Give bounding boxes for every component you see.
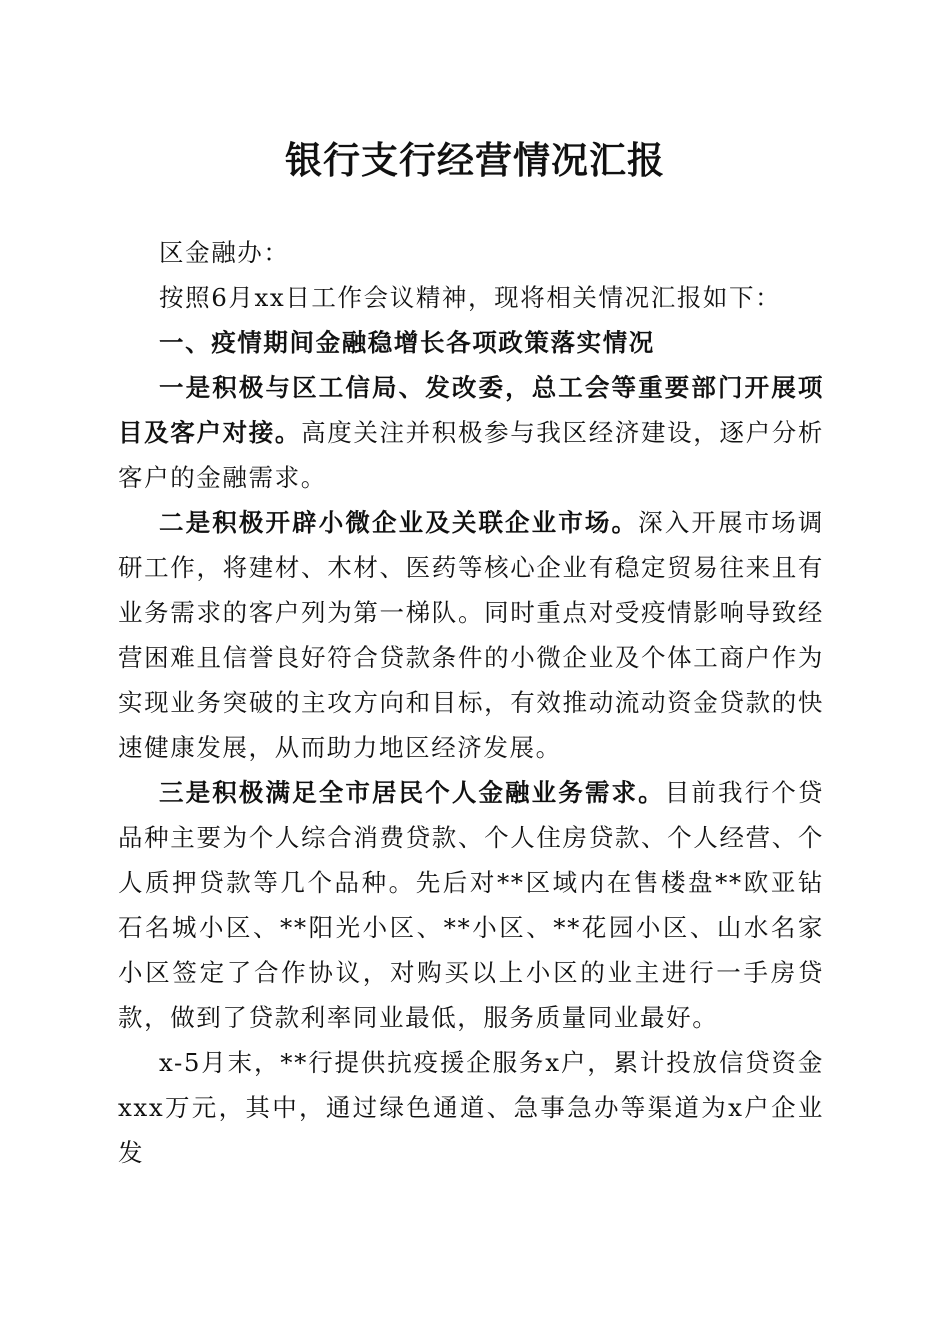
paragraph-2 [118, 500, 824, 770]
intro-paragraph: 按照6月xx日工作会议精神，现将相关情况汇报如下： [159, 283, 782, 312]
paragraph-3-body: 目前我行个贷品种主要为个人综合消费贷款、个人住房贷款、个人经营、个人质押贷款等几个品种。先后对**区域内在售楼盘**欧亚钻石名城小区、**阳光小区、**小区、**花园小区、山水名家小区签定了合作协议，对购买以上小区的业主进行一手房贷款，做到了贷款利率同业最低，服务质量同业最好。 [118, 778, 824, 1032]
paragraph-4: x-5月末，**行提供抗疫援企服务x户，累计投放信贷资金xxx万元，其中，通过绿色通道、急事急办等渠道为x户企业发 [118, 1048, 824, 1167]
paragraph-3 [118, 770, 824, 1040]
document-body [118, 230, 824, 1175]
paragraph-1-lead: 一是积极与区工信局、发改委，总工会等重要部门开展项目及客户对接。 [118, 373, 824, 447]
document-title: 银行支行经营情况汇报 [285, 138, 665, 182]
section-heading-1: 一、疫情期间金融稳增长各项政策落实情况 [159, 328, 655, 357]
paragraph-2-lead: 二是积极开辟小微企业及关联企业市场。 [159, 508, 639, 537]
salutation: 区金融办： [159, 238, 290, 267]
paragraph-2-body: 深入开展市场调研工作，将建材、木材、医药等核心企业有稳定贸易往来且有业务需求的客户列为第一梯队。同时重点对受疫情影响导致经营困难且信誉良好符合贷款条件的小微企业及个体工商户作为实现业务突破的主攻方向和目标，有效推动流动资金贷款的快速健康发展，从而助力地区经济发展。 [118, 508, 824, 762]
paragraph-1-body: 高度关注并积极参与我区经济建设，逐户分析客户的金融需求。 [118, 418, 825, 492]
paragraph-3-lead: 三是积极满足全市居民个人金融业务需求。 [159, 778, 665, 807]
paragraph-1 [118, 365, 824, 500]
